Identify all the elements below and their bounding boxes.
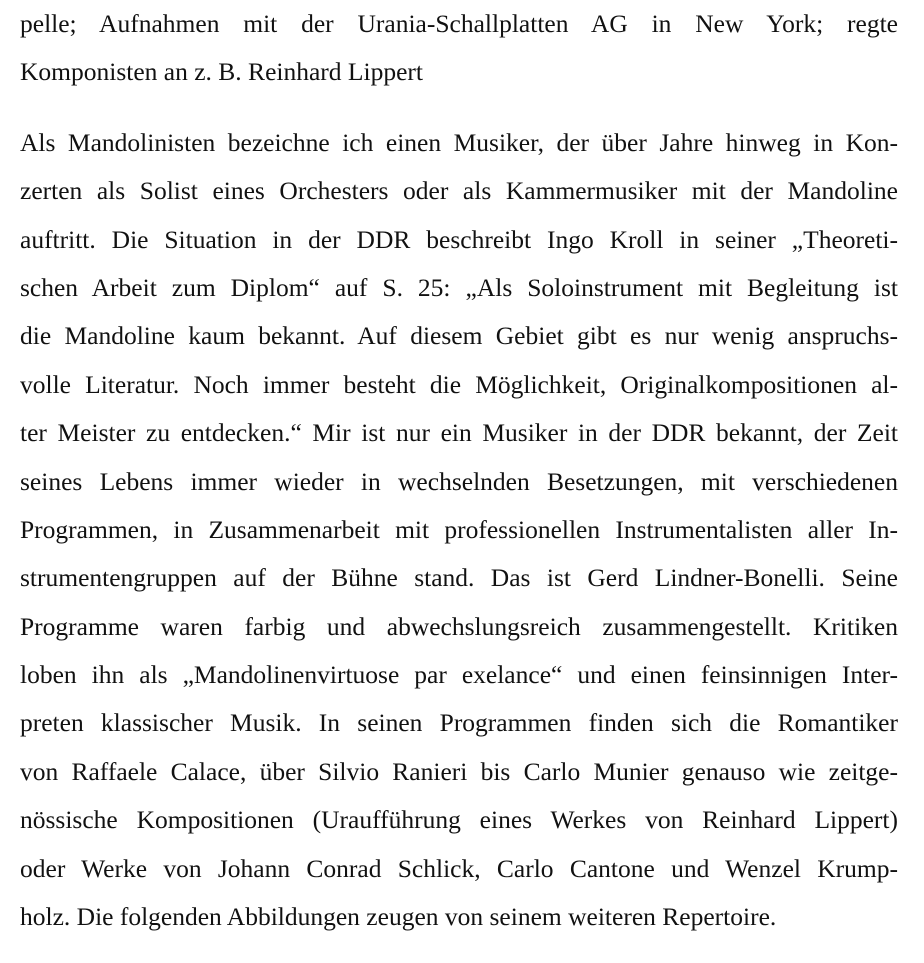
text-line: von Raffaele Calace, über Silvio Ranieri bis Carlo Munier genauso wie zeitge- bbox=[20, 756, 898, 786]
text-line: Komponisten an z. B. Reinhard Lippert bbox=[20, 57, 423, 87]
text-line: strumentengruppen auf der Bühne stand. Das ist Gerd Lindner-Bonelli. Seine bbox=[20, 563, 898, 593]
text-line: auftritt. Die Situation in der DDR beschreibt Ingo Kroll in seiner „Theoreti- bbox=[20, 224, 898, 254]
paragraph-mandolinists bbox=[20, 119, 898, 942]
text-line: volle Literatur. Noch immer besteht die Möglichkeit, Originalkompositionen al- bbox=[20, 369, 898, 399]
text-line: die Mandoline kaum bekannt. Auf diesem Gebiet gibt es nur wenig anspruchs- bbox=[20, 321, 898, 351]
text-line: ter Meister zu entdecken.“ Mir ist nur ein Musiker in der DDR bekannt, der Zeit bbox=[20, 418, 898, 448]
paragraph-continuation bbox=[20, 0, 898, 97]
text-line: loben ihn als „Mandolinenvirtuose par exelance“ und einen feinsinnigen Inter- bbox=[20, 660, 898, 690]
text-line: zerten als Solist eines Orchesters oder als Kammermusiker mit der Mandoline bbox=[20, 176, 898, 206]
document-page bbox=[20, 0, 898, 941]
text-line: nössische Kompositionen (Uraufführung eines Werkes von Reinhard Lippert) bbox=[20, 805, 898, 835]
text-line: Programmen, in Zusammenarbeit mit professionellen Instrumentalisten aller In- bbox=[20, 514, 898, 544]
text-line: schen Arbeit zum Diplom“ auf S. 25: „Als Soloinstrument mit Begleitung ist bbox=[20, 272, 898, 302]
text-line: Als Mandolinisten bezeichne ich einen Musiker, der über Jahre hinweg in Kon- bbox=[20, 127, 898, 157]
paragraph-gap bbox=[20, 97, 898, 119]
text-line: pelle; Aufnahmen mit der Urania-Schallplatten AG in New York; regte bbox=[20, 9, 898, 38]
text-line: oder Werke von Johann Conrad Schlick, Carlo Cantone und Wenzel Krump- bbox=[20, 853, 898, 883]
text-line: holz. Die folgenden Abbildungen zeugen von seinem weiteren Repertoire. bbox=[20, 902, 777, 932]
text-line: preten klassischer Musik. In seinen Programmen finden sich die Romantiker bbox=[20, 708, 898, 738]
text-line: Programme waren farbig und abwechslungsreich zusammengestellt. Kritiken bbox=[20, 611, 898, 641]
text-line: seines Lebens immer wieder in wechselnden Besetzungen, mit verschiedenen bbox=[20, 466, 898, 496]
